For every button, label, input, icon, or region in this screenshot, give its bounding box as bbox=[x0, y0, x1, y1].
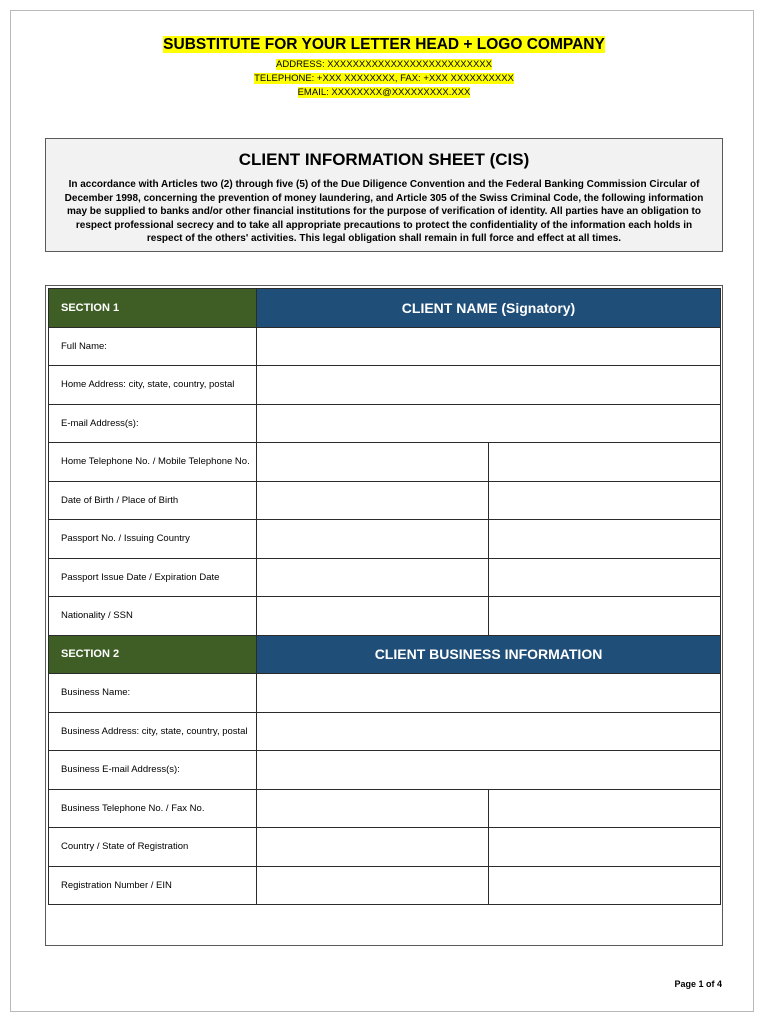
table-row bbox=[49, 327, 721, 366]
full-name-field[interactable] bbox=[257, 327, 721, 366]
passport-number-field[interactable] bbox=[257, 520, 489, 559]
cis-description: In accordance with Articles two (2) through five (5) of the Due Diligence Convention and the Federal Banking Commission Circular of December 1998, concerning the prevention of money laundering, and Article 305 of the Swiss Criminal Code, the following information may be supplied to banks and/or other financial institutions for the purpose of verification of identity. All parties have an obligation to respect professional secrecy and to take all appropriate precautions to protect the confidentiality of the information each holds in respect of the others' activities. This legal obligation shall remain in full force and effect at all times. bbox=[64, 179, 704, 244]
letterhead-telephone: TELEPHONE: +XXX XXXXXXXX, FAX: +XXX XXXXXXXXXX bbox=[254, 73, 514, 84]
business-address-field[interactable] bbox=[257, 712, 721, 751]
registration-number-label: Registration Number / EIN bbox=[49, 866, 257, 905]
letterhead-email: EMAIL: XXXXXXXX@XXXXXXXXX.XXX bbox=[297, 87, 471, 98]
home-telephone-field[interactable] bbox=[257, 443, 489, 482]
nationality-field[interactable] bbox=[257, 597, 489, 636]
table-row bbox=[49, 520, 721, 559]
registration-country-field[interactable] bbox=[257, 828, 489, 867]
letterhead-address: ADDRESS: XXXXXXXXXXXXXXXXXXXXXXXXXX bbox=[276, 59, 492, 70]
section2-label: SECTION 2 bbox=[49, 635, 257, 674]
section2-heading: CLIENT BUSINESS INFORMATION bbox=[257, 635, 721, 674]
section1-header-row bbox=[49, 289, 721, 328]
table-row bbox=[49, 443, 721, 482]
table-row bbox=[49, 866, 721, 905]
issuing-country-field[interactable] bbox=[489, 520, 721, 559]
page-number: Page 1 of 4 bbox=[674, 979, 722, 989]
passport-dates-label: Passport Issue Date / Expiration Date bbox=[49, 558, 257, 597]
nationality-label: Nationality / SSN bbox=[49, 597, 257, 636]
business-email-field[interactable] bbox=[257, 751, 721, 790]
cis-info-box bbox=[45, 138, 723, 252]
business-phone-label: Business Telephone No. / Fax No. bbox=[49, 789, 257, 828]
table-row bbox=[49, 404, 721, 443]
section1-label: SECTION 1 bbox=[49, 289, 257, 328]
home-address-label: Home Address: city, state, country, postal bbox=[49, 366, 257, 405]
place-of-birth-field[interactable] bbox=[489, 481, 721, 520]
cis-title: CLIENT INFORMATION SHEET (CIS) bbox=[238, 150, 530, 169]
passport-expiration-date-field[interactable] bbox=[489, 558, 721, 597]
table-row bbox=[49, 597, 721, 636]
full-name-label: Full Name: bbox=[49, 327, 257, 366]
birth-label: Date of Birth / Place of Birth bbox=[49, 481, 257, 520]
letterhead-title: SUBSTITUTE FOR YOUR LETTER HEAD + LOGO COMPANY bbox=[163, 36, 605, 53]
business-telephone-field[interactable] bbox=[257, 789, 489, 828]
registration-country-label: Country / State of Registration bbox=[49, 828, 257, 867]
client-form-table bbox=[48, 288, 721, 905]
table-row bbox=[49, 366, 721, 405]
table-row bbox=[49, 674, 721, 713]
business-fax-field[interactable] bbox=[489, 789, 721, 828]
table-row bbox=[49, 481, 721, 520]
business-address-label: Business Address: city, state, country, postal bbox=[49, 712, 257, 751]
section2-header-row bbox=[49, 635, 721, 674]
passport-label: Passport No. / Issuing Country bbox=[49, 520, 257, 559]
ssn-field[interactable] bbox=[489, 597, 721, 636]
date-of-birth-field[interactable] bbox=[257, 481, 489, 520]
table-row bbox=[49, 712, 721, 751]
business-name-field[interactable] bbox=[257, 674, 721, 713]
home-address-field[interactable] bbox=[257, 366, 721, 405]
email-field[interactable] bbox=[257, 404, 721, 443]
registration-number-field[interactable] bbox=[257, 866, 489, 905]
table-row bbox=[49, 751, 721, 790]
passport-issue-date-field[interactable] bbox=[257, 558, 489, 597]
business-email-label: Business E-mail Address(s): bbox=[49, 751, 257, 790]
telephone-label: Home Telephone No. / Mobile Telephone No. bbox=[49, 443, 257, 482]
table-row bbox=[49, 828, 721, 867]
email-label: E-mail Address(s): bbox=[49, 404, 257, 443]
ein-field[interactable] bbox=[489, 866, 721, 905]
table-row bbox=[49, 558, 721, 597]
section1-heading: CLIENT NAME (Signatory) bbox=[257, 289, 721, 328]
table-row bbox=[49, 789, 721, 828]
registration-state-field[interactable] bbox=[489, 828, 721, 867]
business-name-label: Business Name: bbox=[49, 674, 257, 713]
letterhead bbox=[0, 36, 768, 96]
mobile-telephone-field[interactable] bbox=[489, 443, 721, 482]
